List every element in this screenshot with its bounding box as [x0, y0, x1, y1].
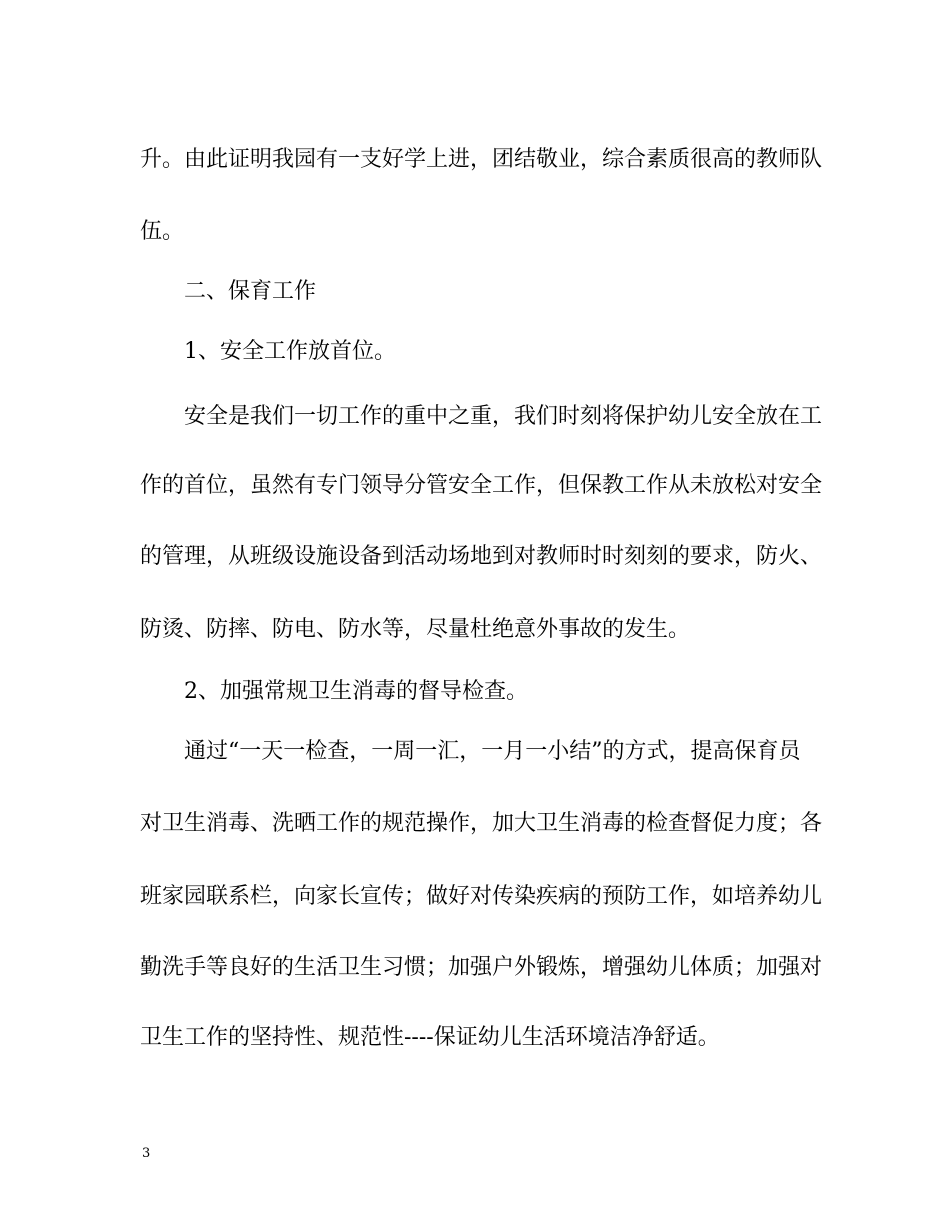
- section-heading: 二、保育工作: [184, 279, 317, 304]
- subsection-heading: 1、安全工作放首位。: [184, 339, 396, 364]
- paragraph-line: 安全是我们一切工作的重中之重，我们时刻将保护幼儿安全放在工: [184, 404, 823, 429]
- paragraph-line: 的管理，从班级设施设备到活动场地到对教师时时刻刻的要求，防火、: [140, 544, 823, 569]
- paragraph-line: 班家园联系栏，向家长宣传；做好对传染疾病的预防工作，如培养幼儿: [140, 884, 823, 909]
- subsection-heading: 2、加强常规卫生消毒的督导检查。: [184, 679, 528, 704]
- paragraph-line: 勤洗手等良好的生活卫生习惯；加强户外锻炼，增强幼儿体质；加强对: [140, 955, 823, 980]
- paragraph-line: 通过“一天一检查，一周一汇，一月一小结”的方式，提高保育员: [184, 739, 801, 764]
- page-number: 3: [142, 1146, 151, 1161]
- paragraph-line: 伍。: [140, 219, 185, 244]
- paragraph-line: 升。由此证明我园有一支好学上进，团结敬业，综合素质很高的教师队: [140, 147, 823, 172]
- paragraph-line: 卫生工作的坚持性、规范性----保证幼儿生活环境洁净舒适。: [140, 1025, 720, 1050]
- paragraph-line: 作的首位，虽然有专门领导分管安全工作，但保教工作从未放松对安全: [140, 473, 823, 498]
- paragraph-line: 对卫生消毒、洗晒工作的规范操作，加大卫生消毒的检查督促力度；各: [140, 811, 823, 836]
- paragraph-line: 防烫、防摔、防电、防水等，尽量杜绝意外事故的发生。: [140, 617, 691, 642]
